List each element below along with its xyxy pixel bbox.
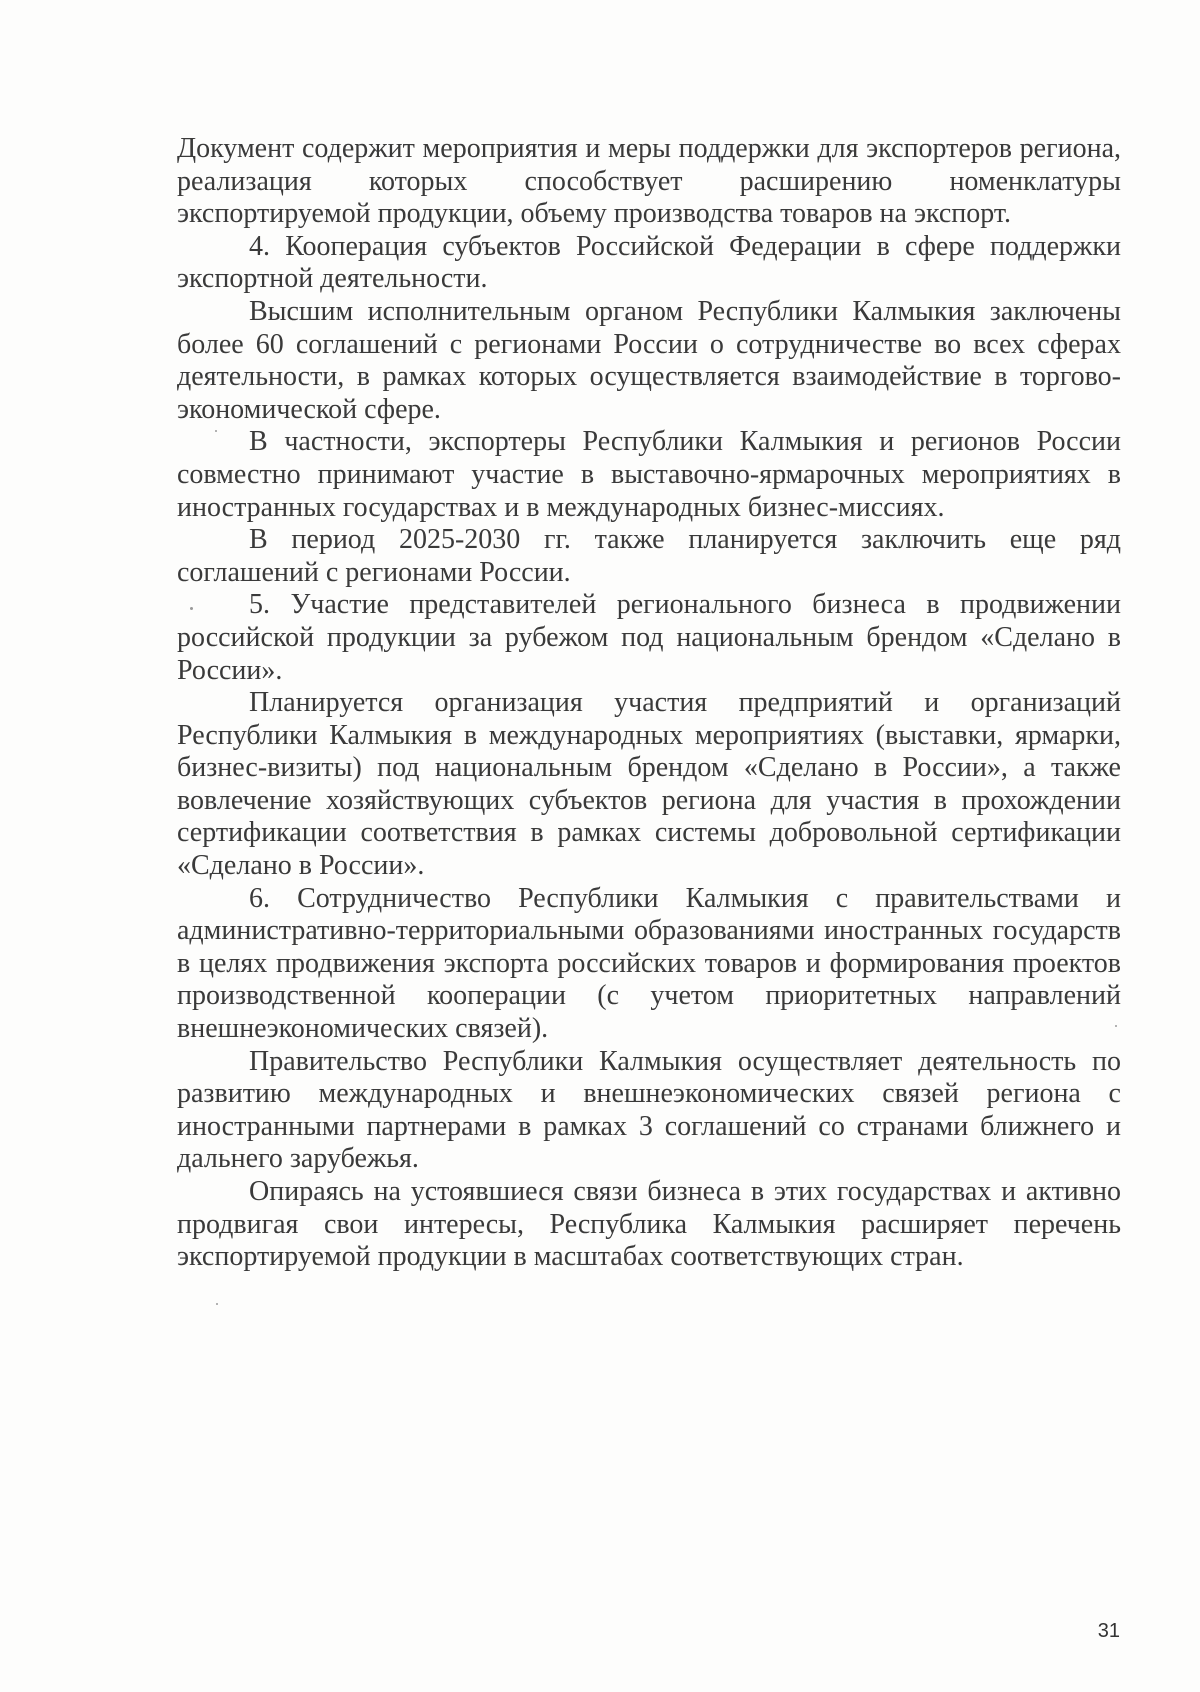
paragraph: Высшим исполнительным органом Республики Калмыкия заключены более 60 соглашений с регионами России о сотрудничестве во всех сферах деятельности, в рамках которых осуществляется взаимодействие в торгово-экономической сфере. bbox=[177, 295, 1121, 425]
paragraph: Документ содержит мероприятия и меры поддержки для экспортеров региона, реализация которых способствует расширению номенклатуры экспортируемой продукции, объему производства товаров на экспорт. bbox=[177, 133, 1121, 230]
paragraph: Опираясь на устоявшиеся связи бизнеса в этих государствах и активно продвигая свои интересы, Республика Калмыкия расширяет перечень экспортируемой продукции в масштабах соответствующих стран. bbox=[177, 1176, 1121, 1273]
page-number: 31 bbox=[1097, 1620, 1120, 1642]
paragraph: В период 2025-2030 гг. также планируется заключить еще ряд соглашений с регионами России. bbox=[177, 524, 1121, 588]
scan-speck bbox=[216, 1303, 218, 1305]
paragraph: Правительство Республики Калмыкия осуществляет деятельность по развитию международных и внешнеэкономических связей региона с иностранными партнерами в рамках 3 соглашений со странами ближнего и дальнего зарубежья. bbox=[177, 1045, 1121, 1175]
section-heading-5: 5. Участие представителей регионального бизнеса в продвижении российской продукции за рубежом под национальным брендом «Сделано в России». bbox=[177, 589, 1121, 686]
section-heading-6: 6. Сотрудничество Республики Калмыкия с правительствами и административно-территориальными образованиями иностранных государств в целях продвижения экспорта российских товаров и формирования проектов производственной кооперации (с учетом приоритетных направлений внешнеэкономических связей). bbox=[177, 882, 1121, 1045]
paragraph: В частности, экспортеры Республики Калмыкия и регионов России совместно принимают участие в выставочно-ярмарочных мероприятиях в иностранных государствах и в международных бизнес-миссиях. bbox=[177, 426, 1121, 523]
paragraph: Планируется организация участия предприятий и организаций Республики Калмыкия в международных мероприятиях (выставки, ярмарки, бизнес-визиты) под национальным брендом «Сделано в России», а также вовлечение хозяйствующих субъектов региона для участия в прохождении сертификации соответствия в рамках системы добровольной сертификации «Сделано в России». bbox=[177, 687, 1121, 882]
scan-speck bbox=[190, 607, 193, 610]
scan-speck bbox=[215, 430, 217, 432]
body-text bbox=[177, 133, 1121, 1274]
scan-speck bbox=[1115, 1025, 1117, 1027]
section-heading-4: 4. Кооперация субъектов Российской Федерации в сфере поддержки экспортной деятельности. bbox=[177, 230, 1121, 295]
